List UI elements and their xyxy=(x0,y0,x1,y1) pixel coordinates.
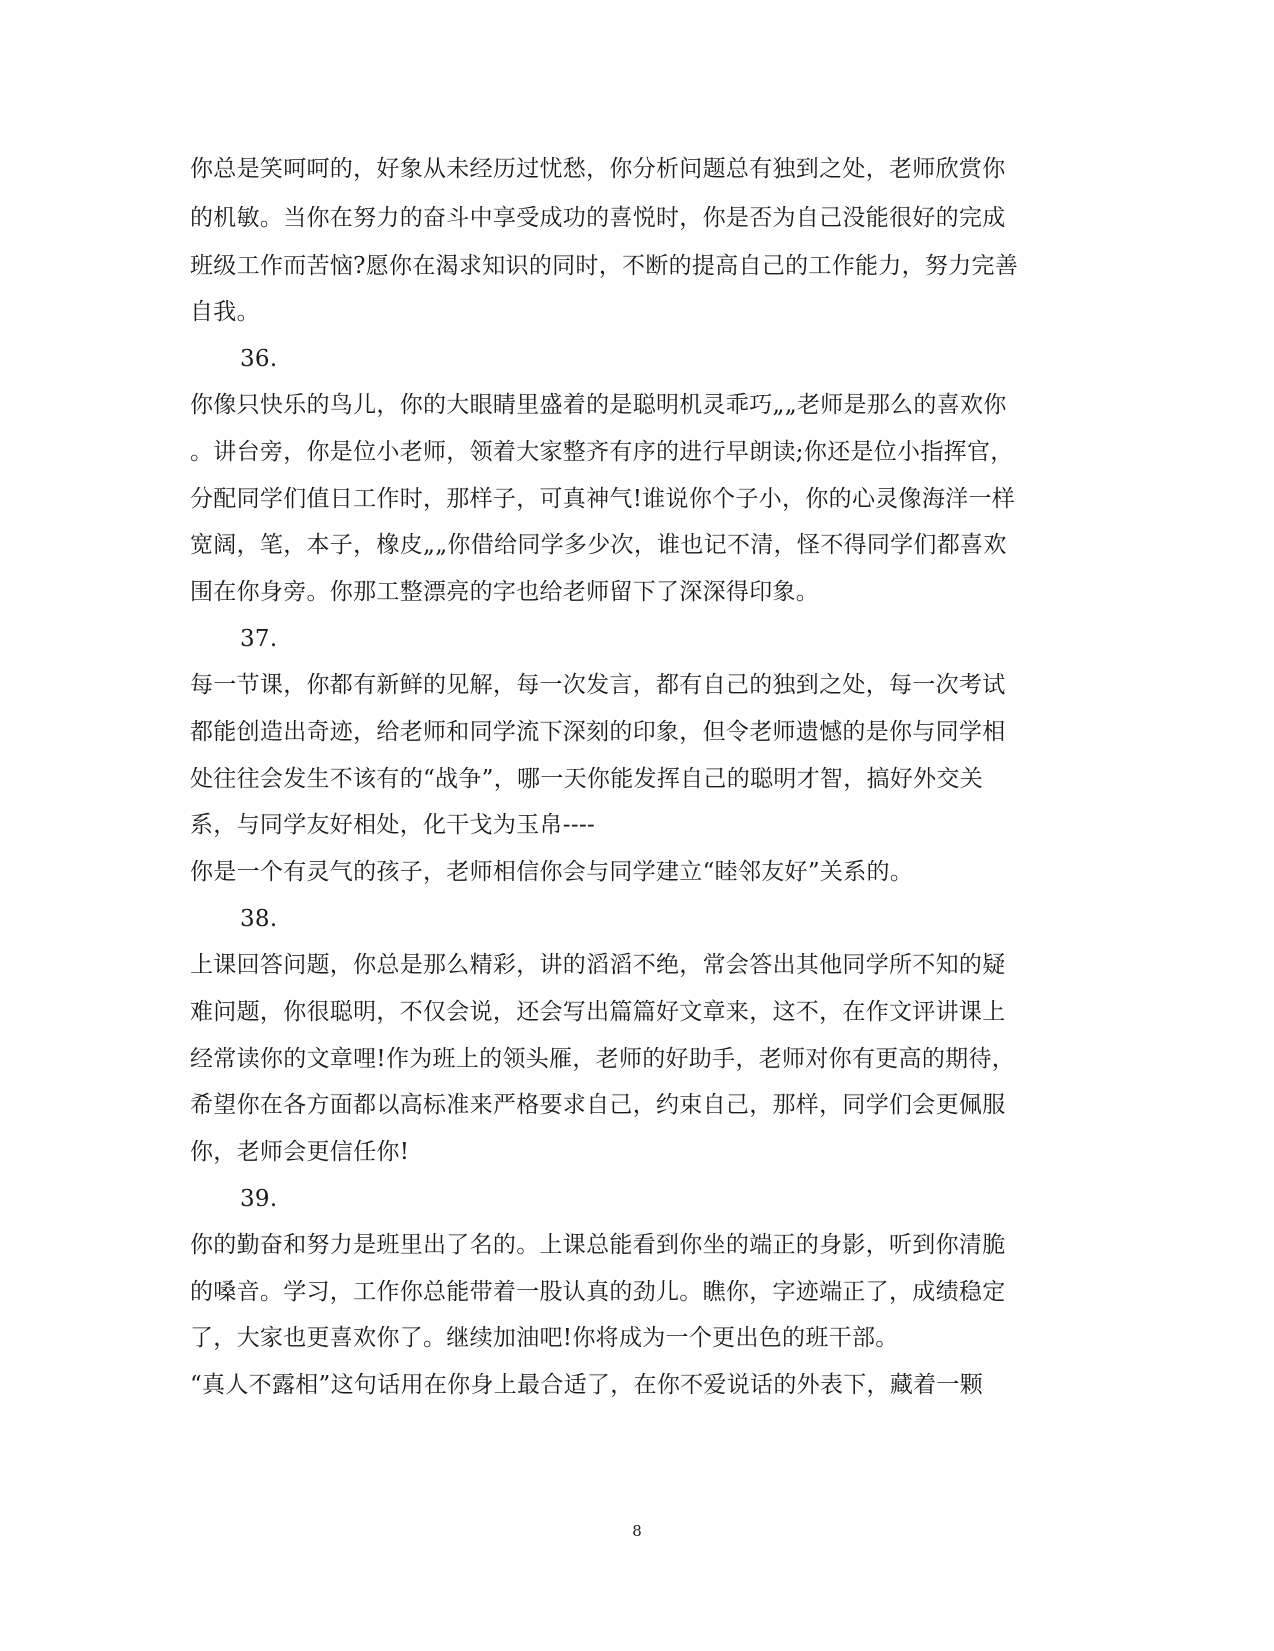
text-line: 宽阔，笔，本子，橡皮„„你借给同学多少次，谁也记不清，怪不得同学们都喜欢 xyxy=(190,532,1007,558)
item-number: 39. xyxy=(240,1186,278,1212)
text-line: 自我。 xyxy=(190,299,260,325)
item-number: 36. xyxy=(240,346,278,372)
item-number: 37. xyxy=(240,626,278,652)
page-number: 8 xyxy=(632,1522,642,1540)
text-line: 分配同学们值日工作时，那样子，可真神气!谁说你个子小，你的心灵像海洋一样 xyxy=(190,486,1016,512)
text-line: 处往往会发生不该有的“战争”，哪一天你能发挥自己的聪明才智，搞好外交关 xyxy=(190,766,984,792)
text-line: 你是一个有灵气的孩子，老师相信你会与同学建立“睦邻友好”关系的。 xyxy=(190,859,914,885)
text-line: 你，老师会更信任你! xyxy=(190,1139,410,1165)
text-line: 经常读你的文章哩!作为班上的领头雁，老师的好助手，老师对你有更高的期待， xyxy=(190,1046,1016,1072)
text-line: 你总是笑呵呵的，好象从未经历过忧愁，你分析问题总有独到之处，老师欣赏你 xyxy=(190,156,1006,182)
text-line: 每一节课，你都有新鲜的见解，每一次发言，都有自己的独到之处，每一次考试 xyxy=(190,672,1006,698)
text-line: 了，大家也更喜欢你了。继续加油吧!你将成为一个更出色的班干部。 xyxy=(190,1325,899,1351)
text-line: 班级工作而苦恼?愿你在渴求知识的同时，不断的提高自己的工作能力，努力完善 xyxy=(190,253,1019,279)
text-line: 希望你在各方面都以高标准来严格要求自己，约束自己，那样，同学们会更佩服 xyxy=(190,1092,1006,1118)
text-line: 你像只快乐的鸟儿，你的大眼睛里盛着的是聪明机灵乖巧„„老师是那么的喜欢你 xyxy=(190,392,1007,418)
text-line: 的嗓音。学习，工作你总能带着一股认真的劲儿。瞧你，字迹端正了，成绩稳定 xyxy=(190,1279,1006,1305)
text-line: 。讲台旁，你是位小老师，领着大家整齐有序的进行早朗读;你还是位小指挥官， xyxy=(190,439,1014,465)
text-line: 难问题，你很聪明，不仅会说，还会写出篇篇好文章来，这不，在作文评讲课上 xyxy=(190,999,1006,1025)
text-line: 上课回答问题，你总是那么精彩，讲的滔滔不绝，常会答出其他同学所不知的疑 xyxy=(190,952,1006,978)
text-line: 都能创造出奇迹，给老师和同学流下深刻的印象，但令老师遗憾的是你与同学相 xyxy=(190,719,1006,745)
text-line: 你的勤奋和努力是班里出了名的。上课总能看到你坐的端正的身影，听到你清脆 xyxy=(190,1232,1006,1258)
text-line: “真人不露相”这句话用在你身上最合适了，在你不爱说话的外表下，藏着一颗 xyxy=(190,1372,984,1398)
text-line: 的机敏。当你在努力的奋斗中享受成功的喜悦时，你是否为自己没能很好的完成 xyxy=(190,205,1006,231)
item-number: 38. xyxy=(240,906,278,932)
text-line: 系，与同学友好相处，化干戈为玉帛---- xyxy=(190,812,596,838)
text-line: 围在你身旁。你那工整漂亮的字也给老师留下了深深得印象。 xyxy=(190,579,820,605)
